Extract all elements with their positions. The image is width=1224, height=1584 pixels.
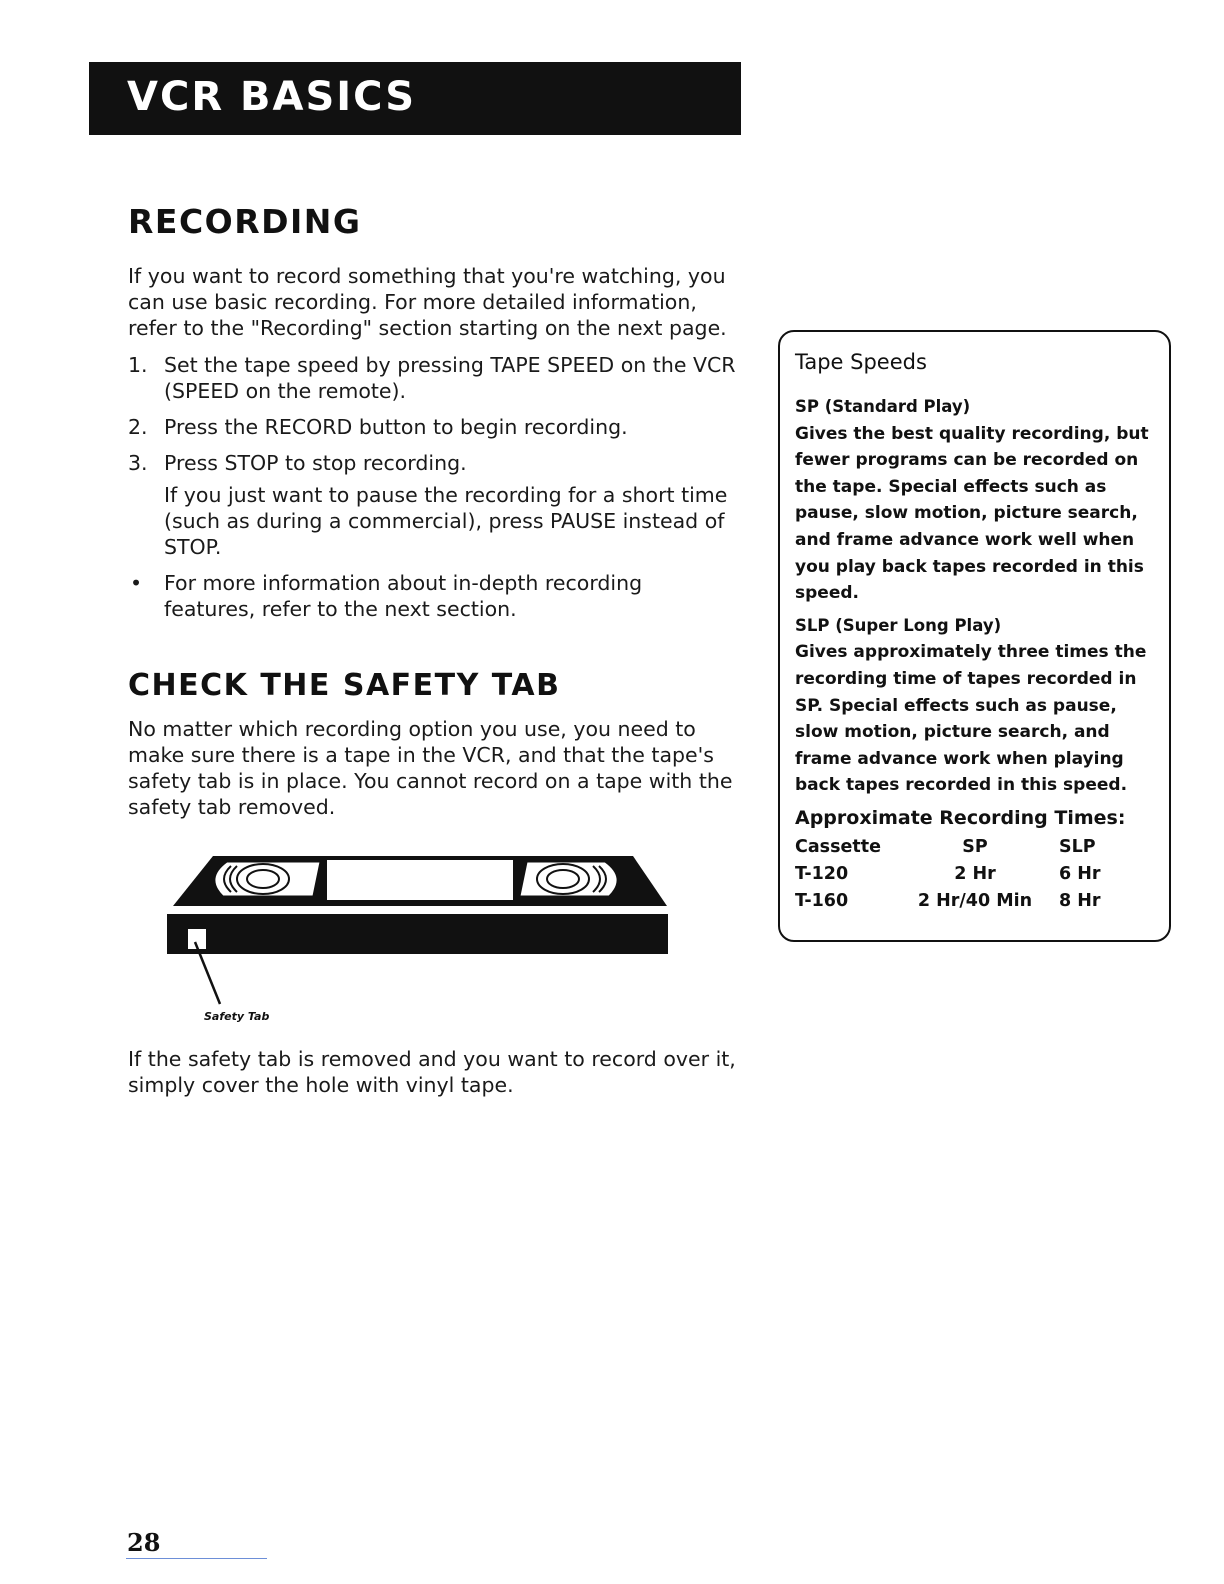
times-heading: Approximate Recording Times: <box>795 806 1126 829</box>
table-cell: 6 Hr <box>1059 863 1101 884</box>
step-text: Press the RECORD button to begin recording. <box>164 415 628 439</box>
table-cell: 2 Hr <box>954 863 996 884</box>
section-header-bar <box>89 62 741 135</box>
bullet-item <box>128 570 738 622</box>
table-header-row <box>795 834 1149 861</box>
footer-rule <box>126 1558 267 1559</box>
sp-block <box>795 394 1165 607</box>
sp-heading: SP (Standard Play) <box>795 397 971 416</box>
safety-paragraph: No matter which recording option you use, you need to make sure there is a tape in the VCR, and that the tape's safety tab is in place. You cannot record on a tape with the safety tab removed. <box>128 717 733 819</box>
step-number: 1. <box>128 353 148 377</box>
right-reel-window <box>520 862 617 896</box>
step-3-note: If you just want to pause the recording for a short time (such as during a commercial), press PAUSE instead of STOP. <box>164 483 728 559</box>
safety-tab-heading: CHECK THE SAFETY TAB <box>128 668 561 703</box>
table-cell: 2 Hr/40 Min <box>917 890 1033 911</box>
step-text: Press STOP to stop recording. <box>164 451 467 475</box>
cassette-center-window <box>327 860 513 900</box>
vhs-cassette-illustration <box>165 852 670 954</box>
step-item <box>128 414 738 440</box>
sidebar-title: Tape Speeds <box>795 350 927 374</box>
slp-description: Gives approximately three times the recording time of tapes recorded in SP. Special effects such as pause, slow motion, picture search, and frame advance work when playing back tapes recorded in this speed. <box>795 642 1147 796</box>
table-cell: T-120 <box>795 863 849 884</box>
cassette-seam <box>167 908 668 912</box>
table-header-cell: SP <box>962 836 988 857</box>
cassette-front-spine <box>167 914 668 954</box>
table-row <box>795 861 1149 888</box>
slp-heading: SLP (Super Long Play) <box>795 615 1002 635</box>
safety-tab-pointer <box>190 938 230 1008</box>
recording-times-table <box>795 834 1149 915</box>
table-cell: T-160 <box>795 890 849 911</box>
bullet-mark: • <box>130 571 143 595</box>
step-number: 3. <box>128 451 148 475</box>
step-number: 2. <box>128 415 148 439</box>
page-number: 28 <box>127 1528 161 1557</box>
section-header-title: VCR BASICS <box>127 74 417 120</box>
sp-description: Gives the best quality recording, but fewer programs can be recorded on the tape. Special effects such as pause, slow motion, picture search, and frame advance work well when you play back tapes recorded in this speed. <box>795 423 1149 604</box>
table-row <box>795 888 1149 915</box>
recording-intro: If you want to record something that you're watching, you can use basic recording. For more detailed information, refer to the "Recording" section starting on the next page. <box>128 264 727 340</box>
step-text: Set the tape speed by pressing TAPE SPEED on the VCR (SPEED on the remote). <box>164 353 736 403</box>
left-reel-window <box>215 862 320 896</box>
bullet-text: For more information about in-depth recording features, refer to the next section. <box>164 571 643 621</box>
table-header-cell: Cassette <box>795 836 881 857</box>
recording-steps <box>128 352 738 632</box>
slp-block <box>795 613 1165 799</box>
table-cell: 8 Hr <box>1059 890 1101 911</box>
sidebar-body <box>795 394 1165 915</box>
safety-tab-label: Safety Tab <box>204 1010 270 1023</box>
recording-heading: RECORDING <box>128 202 362 241</box>
tape-speeds-sidebar <box>778 330 1171 942</box>
table-header-cell: SLP <box>1059 836 1096 857</box>
step-item <box>128 352 738 404</box>
step-item <box>128 450 738 476</box>
safety-footer-paragraph: If the safety tab is removed and you want to record over it, simply cover the hole with vinyl tape. <box>128 1047 736 1097</box>
